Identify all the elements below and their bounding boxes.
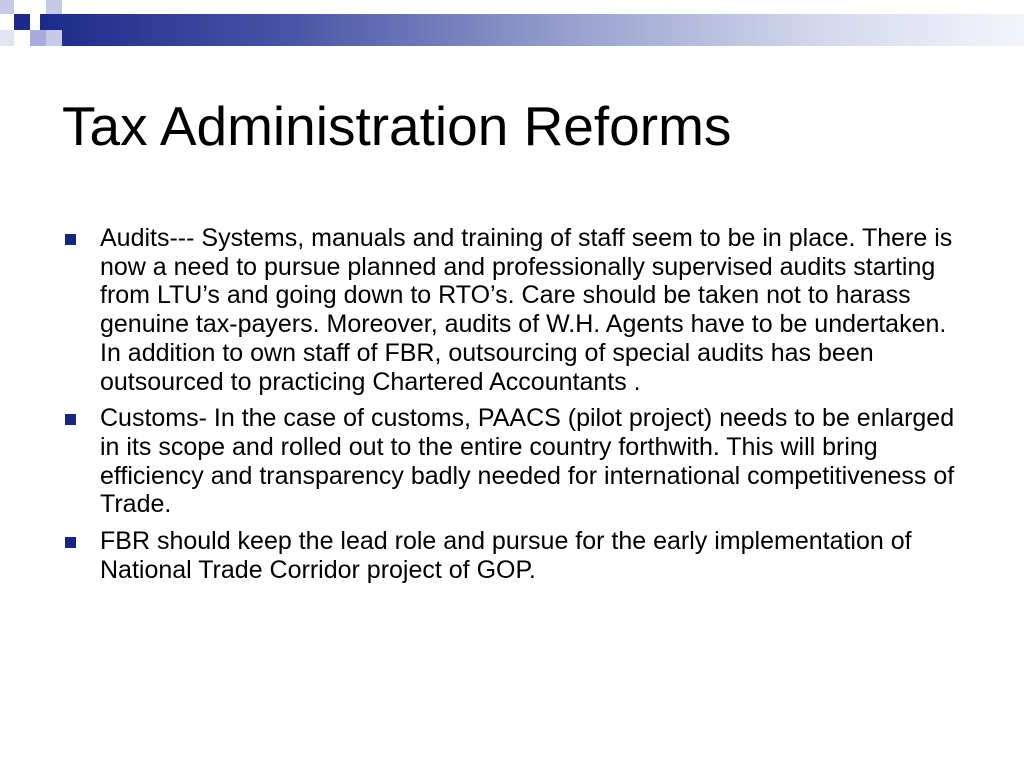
decorative-square: [14, 14, 30, 30]
square-bullet-icon: [65, 537, 76, 548]
decorative-square: [30, 0, 46, 14]
bullet-list: [62, 224, 972, 592]
bullet-item: [62, 404, 972, 519]
slide-title: Tax Administration Reforms: [62, 95, 732, 157]
decorative-square: [46, 30, 62, 46]
decorative-square: [0, 0, 14, 14]
decorative-square: [30, 30, 46, 46]
bullet-text: Audits--- Systems, manuals and training of staff seem to be in place. There is now a need to pursue planned and professionally supervised audits starting from LTU’s and going down to RTO’s. Care should be taken not to harass genuine tax-payers. Moreover, audits of W.H. Agents have to be undertaken. In addition to own staff of FBR, outsourcing of special audits has been outsourced to practicing Chartered Accountants .: [100, 224, 953, 396]
decorative-square: [0, 30, 14, 46]
header-gradient-bar: [40, 14, 1024, 46]
bullet-item: [62, 527, 972, 584]
decorative-square: [46, 0, 62, 14]
bullet-item: [62, 224, 972, 396]
square-bullet-icon: [65, 414, 76, 425]
bullet-text: Customs- In the case of customs, PAACS (pilot project) needs to be enlarged in its scope and rolled out to the entire country forthwith. This will bring efficiency and transparency badly needed for international competitiveness of Trade.: [100, 404, 955, 519]
bullet-text: FBR should keep the lead role and pursue for the early implementation of National Trade Corridor project of GOP.: [100, 527, 912, 584]
square-bullet-icon: [65, 234, 76, 245]
